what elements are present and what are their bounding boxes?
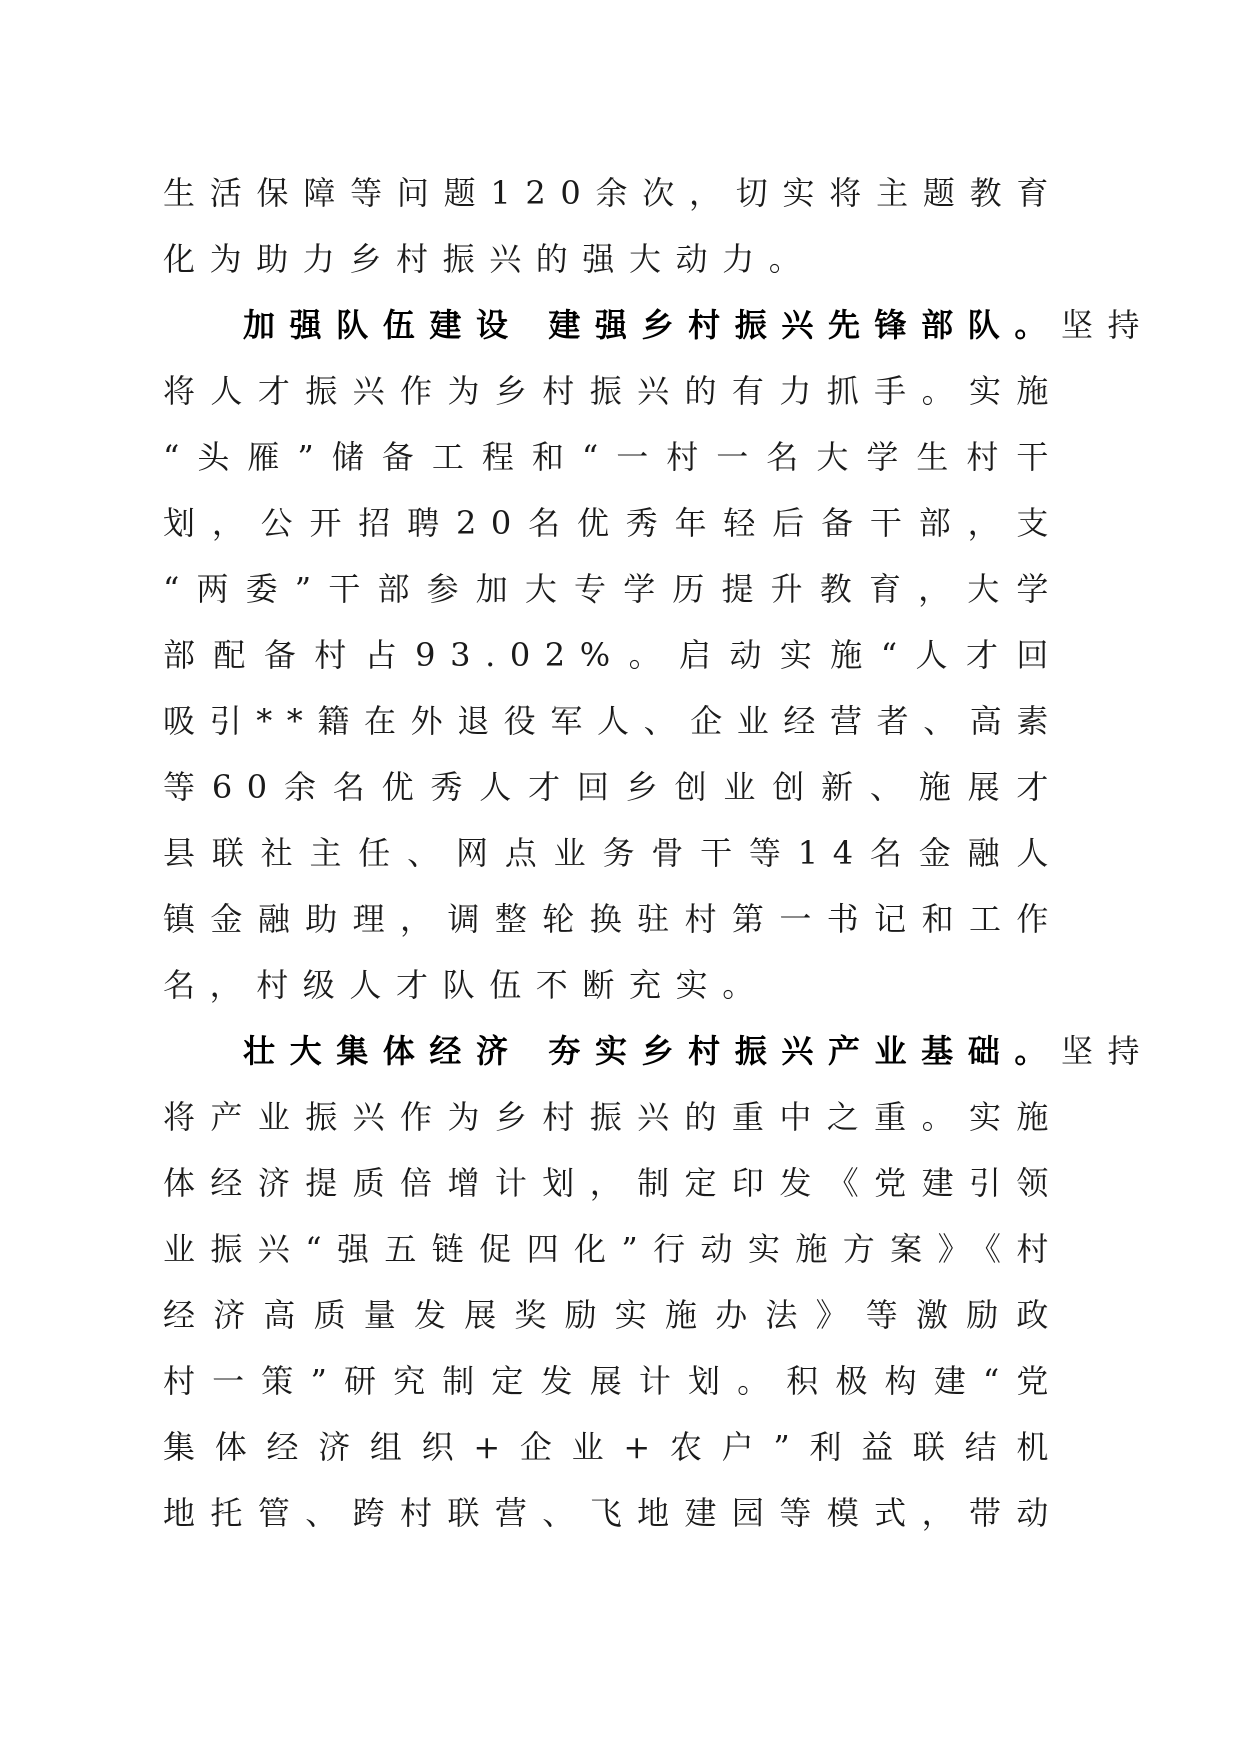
paragraph-line: 县联社主任、网点业务骨干等14名金融人: [163, 834, 1063, 872]
paragraph-line: 镇金融助理，调整轮换驻村第一书记和工作: [163, 900, 1063, 938]
paragraph-line: 业振兴“强五链促四化”行动实施方案》《村: [163, 1230, 1063, 1268]
paragraph-line: 集体经济组织+企业+农户”利益联结机: [163, 1428, 1063, 1466]
paragraph-line: 体经济提质倍增计划，制定印发《党建引领: [163, 1164, 1063, 1202]
paragraph-line: 村一策”研究制定发展计划。积极构建“党: [163, 1362, 1063, 1400]
paragraph-line: 化为助力乡村振兴的强大动力。: [163, 240, 816, 278]
paragraph-line: 名，村级人才队伍不断充实。: [163, 966, 769, 1004]
paragraph-line: 将人才振兴作为乡村振兴的有力抓手。实施: [163, 372, 1063, 410]
paragraph-line: “两委”干部参加大专学历提升教育，大学: [163, 570, 1063, 608]
section-heading-line: [163, 1018, 1155, 1084]
paragraph-line: “头雁”储备工程和“一村一名大学生村干: [163, 438, 1063, 476]
paragraph-line: 部配备村占93.02%。启动实施“人才回: [163, 636, 1063, 674]
paragraph-line: 经济高质量发展奖励实施办法》等激励政: [163, 1296, 1063, 1334]
paragraph-line: 将产业振兴作为乡村振兴的重中之重。实施: [163, 1098, 1063, 1136]
section-lead-text: 坚持: [1060, 306, 1155, 344]
paragraph-line: 划，公开招聘20名优秀年轻后备干部，支: [163, 504, 1063, 542]
paragraph-line: 等60余名优秀人才回乡创业创新、施展才: [163, 768, 1063, 806]
section-heading: 壮大集体经济 夯实乡村振兴产业基础。: [243, 1032, 1061, 1070]
section-lead-text: 坚持: [1060, 1032, 1155, 1070]
paragraph-line: 地托管、跨村联营、飞地建园等模式，带动: [163, 1494, 1063, 1532]
document-body: [163, 160, 1155, 1546]
paragraph-line: 吸引**籍在外退役军人、企业经营者、高素: [163, 702, 1063, 740]
section-heading: 加强队伍建设 建强乡村振兴先锋部队。: [243, 306, 1061, 344]
paragraph-line: 生活保障等问题120余次，切实将主题教育: [163, 174, 1063, 212]
section-heading-line: [163, 292, 1155, 358]
